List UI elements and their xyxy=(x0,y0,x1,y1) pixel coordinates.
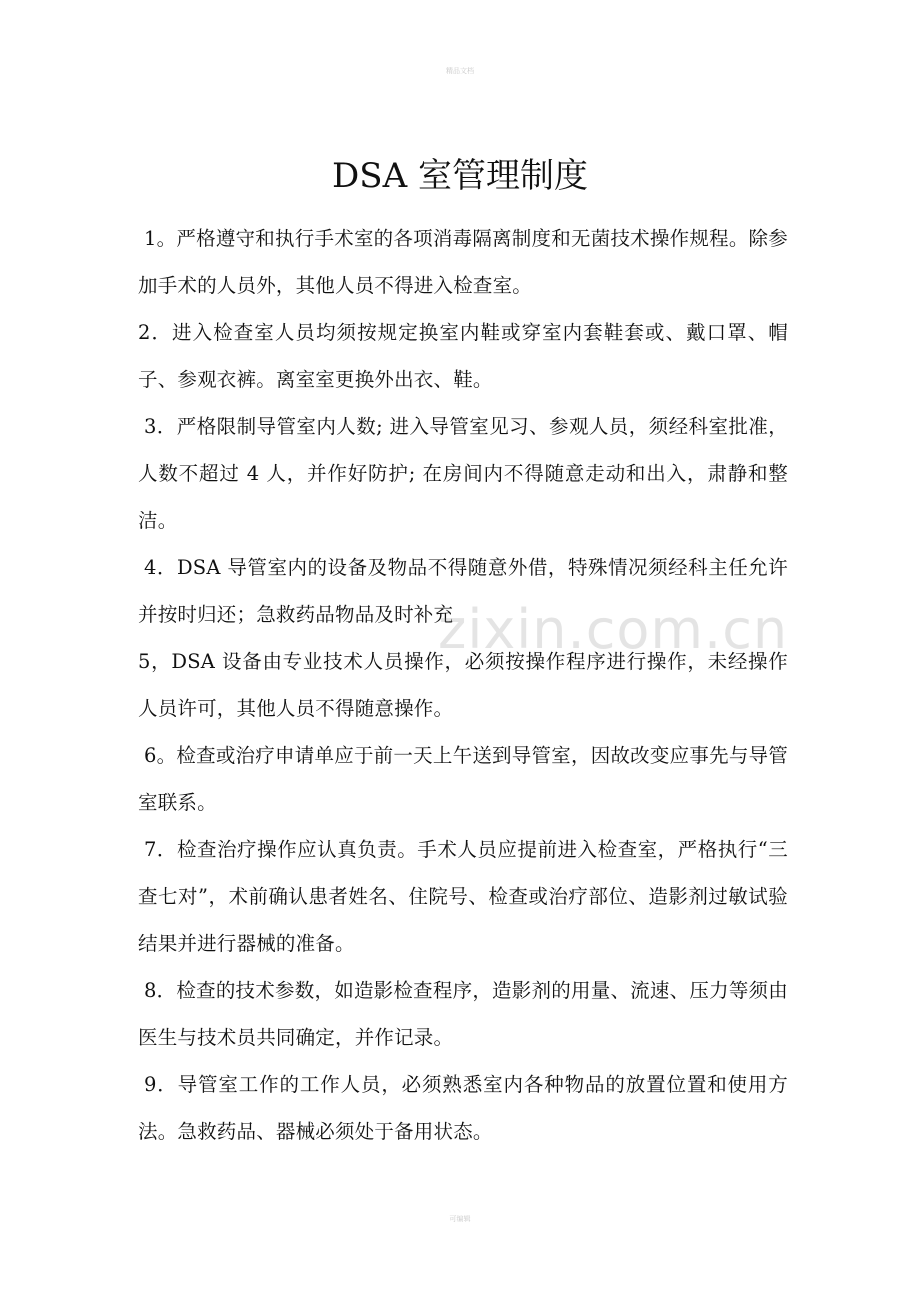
paragraph-5: 5，DSA 设备由专业技术人员操作，必须按操作程序进行操作，未经操作人员许可，其他人员不得随意操作。 xyxy=(138,650,788,720)
header-watermark: 精品文档 xyxy=(446,67,474,75)
document-body xyxy=(138,215,788,1155)
page-title: DSA 室管理制度 xyxy=(332,156,588,196)
paragraph-7: 7．检查治疗操作应认真负责。手术人员应提前进入检查室，严格执行“三查七对”，术前确认患者姓名、住院号、检查或治疗部位、造影剂过敏试验结果并进行器械的准备。 xyxy=(138,838,788,955)
footer-watermark: 可编辑 xyxy=(449,1215,471,1223)
paragraph-3: 3．严格限制导管室内人数; 进入导管室见习、参观人员，须经科室批准，人数不超过 4 人，并作好防护; 在房间内不得随意走动和出入，肃静和整洁。 xyxy=(138,415,788,532)
paragraph-2: 2．进入检查室人员均须按规定换室内鞋或穿室内套鞋套或、戴口罩、帽子、参观衣裤。离室室更换外出衣、鞋。 xyxy=(138,321,788,391)
paragraph-8: 8．检查的技术参数，如造影检查程序，造影剂的用量、流速、压力等须由医生与技术员共同确定，并作记录。 xyxy=(138,979,788,1049)
site-watermark: zixin.com.cn xyxy=(438,598,789,661)
paragraph-1: 1。严格遵守和执行手术室的各项消毒隔离制度和无菌技术操作规程。除参加手术的人员外，其他人员不得进入检查室。 xyxy=(138,227,788,297)
paragraph-9: 9．导管室工作的工作人员，必须熟悉室内各种物品的放置位置和使用方法。急救药品、器械必须处于备用状态。 xyxy=(138,1073,788,1143)
paragraph-6: 6。检查或治疗申请单应于前一天上午送到导管室，因故改变应事先与导管室联系。 xyxy=(138,744,788,814)
paragraph-4: 4．DSA 导管室内的设备及物品不得随意外借，特殊情况须经科主任允许并按时归还；急救药品物品及时补充 xyxy=(138,556,788,626)
